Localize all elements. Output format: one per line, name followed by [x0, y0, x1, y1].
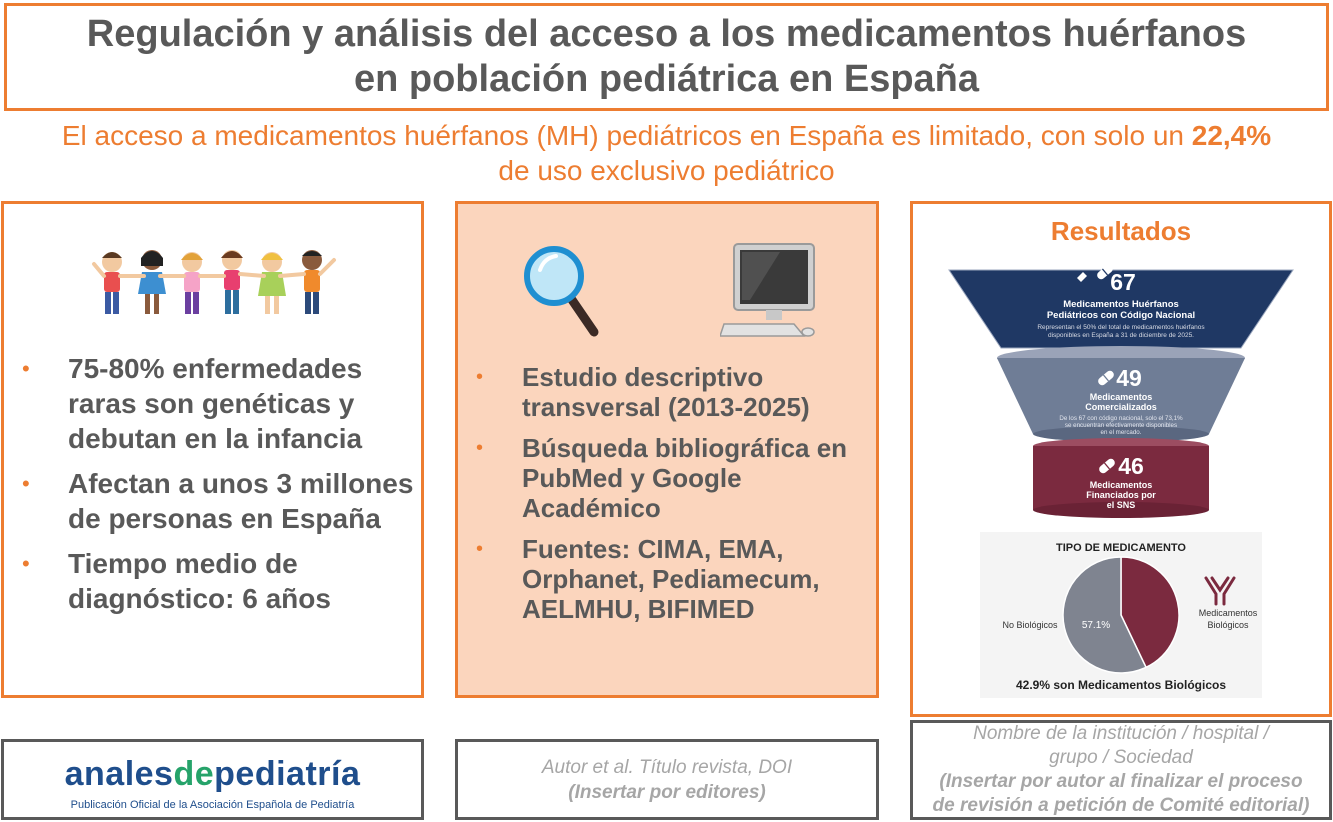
list-item-text: 75-80% enfermedades raras son genéticas y debutan en la infancia	[68, 353, 363, 454]
institution-note-1: (Insertar por autor al finalizar el proceso	[939, 771, 1303, 792]
institution-box	[910, 720, 1332, 820]
panel-methods	[455, 201, 879, 698]
citation-note: (Insertar por editores)	[568, 781, 766, 803]
list-item: • 75-80% enfermedades raras son genéticas y debutan en la infancia	[22, 353, 363, 454]
funnel-3-label-1: Medicamentos	[1089, 480, 1153, 490]
title-box	[4, 3, 1329, 111]
journal-logo-subtitle: Publicación Oficial de la Asociación Española de Pediatría	[70, 799, 355, 811]
funnel-2-note-3: en el mercado.	[1100, 429, 1142, 436]
legend-label-nonbio: No Biológicos	[1002, 620, 1058, 630]
results-title: Resultados	[1050, 216, 1192, 246]
funnel-1-note-1: Representan el 50% del total de medicamentos huérfanos	[1037, 324, 1205, 331]
magnifier-icon	[522, 244, 602, 339]
funnel-3-value: 46	[1118, 453, 1144, 479]
list-item: • Estudio descriptivo transversal (2013-2025)	[476, 362, 810, 422]
funnel-1-value: 67	[1110, 269, 1136, 295]
funnel-2-label-2: Comercializados	[1085, 402, 1157, 412]
methods-bullet-list	[470, 362, 870, 635]
chart-caption: 42.9% son Medicamentos Biológicos	[1015, 678, 1227, 692]
journal-logo: analesdepediatría	[64, 755, 361, 793]
panel-background	[1, 201, 424, 698]
list-item-text: Tiempo medio de diagnóstico: 6 años	[68, 548, 331, 614]
list-item-text: Estudio descriptivo transversal (2013-2025)	[522, 362, 810, 422]
computer-icon	[720, 240, 816, 340]
funnel-2-note-1: De los 67 con código nacional, solo el 73,1%	[1059, 415, 1183, 422]
legend-label-bio-2: Biológicos	[1207, 620, 1249, 630]
funnel-1-note-2: disponibles en España a 31 de diciembre de 2025.	[1048, 332, 1194, 339]
funnel-2-value: 49	[1116, 365, 1142, 391]
list-item-text: Fuentes: CIMA, EMA, Orphanet, Pediamecum, AELMHU, BIFIMED	[522, 534, 820, 624]
pie-slices	[1063, 557, 1179, 673]
funnel-2-note-2: se encuentran efectivamente disponibles	[1064, 422, 1178, 429]
subtitle-highlight: 22,4%	[1191, 120, 1272, 151]
funnel-3-label-2: Financiados por	[1086, 490, 1156, 500]
journal-logo-box	[1, 739, 424, 820]
legend-label-bio-1: Medicamentos	[1198, 608, 1258, 618]
funnel-1-label-1: Medicamentos Huérfanos	[1063, 299, 1179, 310]
chart-title: TIPO DE MEDICAMENTO	[1056, 542, 1186, 554]
funnel-3-label-3: el SNS	[1106, 500, 1136, 510]
page-title-line1: Regulación y análisis del acceso a los medicamentos huérfanos	[86, 13, 1247, 55]
list-item: • Búsqueda bibliográfica en PubMed y Google Académico	[476, 433, 848, 523]
subtitle-text-2: de uso exclusivo pediátrico	[498, 155, 835, 186]
funnel-2-label-1: Medicamentos	[1089, 392, 1153, 402]
funnel-1-label-2: Pediátricos con Código Nacional	[1046, 310, 1196, 321]
panel-results	[910, 201, 1332, 717]
subtitle	[10, 118, 1323, 188]
list-item-text: Afectan a unos 3 millones de personas en España	[68, 468, 414, 534]
children-illustration	[90, 242, 340, 322]
citation-box	[455, 739, 879, 820]
left-bullet-list	[18, 351, 418, 626]
funnel-graphic	[941, 264, 1301, 520]
pie-chart	[980, 532, 1262, 698]
institution-note-2: de revisión a petición de Comité editorial)	[932, 795, 1310, 816]
page-title-line2: en población pediátrica en España	[353, 58, 980, 100]
institution-text-1: Nombre de la institución / hospital /	[973, 723, 1269, 744]
child-figures	[94, 250, 334, 314]
data-label-nonbio: 57.1%	[1081, 620, 1111, 631]
citation-text: Autor et al. Título revista, DOI	[541, 756, 793, 778]
list-item: • Afectan a unos 3 millones de personas en España	[22, 468, 414, 534]
institution-text-2: grupo / Sociedad	[1049, 747, 1193, 768]
list-item: • Tiempo medio de diagnóstico: 6 años	[22, 548, 331, 614]
list-item-text: Búsqueda bibliográfica en PubMed y Google Académico	[522, 433, 848, 523]
subtitle-text: El acceso a medicamentos huérfanos (MH) pediátricos en España es limitado, con solo un	[61, 120, 1192, 151]
list-item: • Fuentes: CIMA, EMA, Orphanet, Pediamecum, AELMHU, BIFIMED	[476, 534, 820, 624]
